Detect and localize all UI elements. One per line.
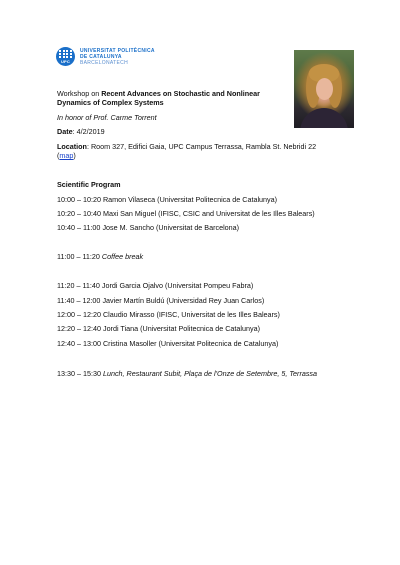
upc-logo xyxy=(56,47,155,66)
program-item-time: 12:00 – 12:20 xyxy=(57,310,101,319)
program-item-time: 13:30 – 15:30 xyxy=(57,369,101,378)
map-link[interactable]: map xyxy=(59,151,74,160)
program-item-time: 10:40 – 11:00 xyxy=(57,223,101,232)
program-item-text: Maxi San Miguel (IFISC, CSIC and Universitat de les Illes Balears) xyxy=(102,209,315,218)
location-label: Location xyxy=(57,142,87,151)
location-line xyxy=(57,142,316,151)
program-item-lunch xyxy=(57,369,317,378)
program-item xyxy=(57,310,280,319)
program-item-text: Lunch, Restaurant Subit, Plaça de l'Onze de Setembre, 5, Terrassa xyxy=(102,369,318,378)
program-item-text: Ramon Vilaseca (Universitat Politecnica de Catalunya) xyxy=(102,195,278,204)
program-item-time: 10:20 – 10:40 xyxy=(57,209,101,218)
program-item xyxy=(57,324,260,333)
date-line xyxy=(57,127,105,136)
program-heading-line xyxy=(57,180,121,189)
program-item xyxy=(57,339,278,348)
program-item-time: 11:40 – 12:00 xyxy=(57,296,101,305)
workshop-prefix: Workshop on xyxy=(57,89,102,98)
logo-line-2: DE CATALUNYA xyxy=(80,53,122,60)
program-item xyxy=(57,223,239,232)
logo-wordmark xyxy=(80,48,155,66)
program-item xyxy=(57,281,253,290)
workshop-title-part-2: Dynamics of Complex Systems xyxy=(57,98,164,107)
program-item-time: 12:40 – 13:00 xyxy=(57,339,101,348)
workshop-title-line-1 xyxy=(57,89,260,98)
portrait-photo xyxy=(294,50,354,128)
date-value: : 4/2/2019 xyxy=(72,127,105,136)
honor-text: In honor of Prof. Carme Torrent xyxy=(57,113,157,122)
program-item-time: 11:20 – 11:40 xyxy=(57,281,100,290)
location-map-line xyxy=(57,151,76,160)
program-item xyxy=(57,195,277,204)
date-label: Date xyxy=(57,127,73,136)
program-item-time: 10:00 – 10:20 xyxy=(57,195,101,204)
program-item-time: 11:00 – 11:20 xyxy=(57,252,100,261)
program-item-coffee xyxy=(57,252,143,261)
program-item-text: Javier Martín Buldú (Universidad Rey Juan Carlos) xyxy=(102,296,265,305)
logo-mark-text: UPC xyxy=(60,59,71,64)
program-item-text: Claudio Mirasso (IFISC, Universitat de les Illes Balears) xyxy=(102,310,280,319)
program-item xyxy=(57,209,315,218)
workshop-title-line-2 xyxy=(57,98,164,107)
program-item-text: Jose M. Sancho (Universitat de Barcelona) xyxy=(102,223,240,232)
honor-line xyxy=(57,113,157,122)
upc-logo-icon xyxy=(56,47,75,66)
map-open-paren: ( xyxy=(57,151,60,160)
program-item-text: Jordi Garcia Ojalvo (Universitat Pompeu Fabra) xyxy=(101,281,254,290)
logo-line-3: BARCELONATECH xyxy=(80,59,128,66)
workshop-title-part-1: Recent Advances on Stochastic and Nonlinear xyxy=(101,89,260,98)
map-close-paren: ) xyxy=(73,151,76,160)
program-item xyxy=(57,296,264,305)
logo-line-1: UNIVERSITAT POLITÈCNICA xyxy=(80,47,155,54)
program-item-text: Cristina Masoller (Universitat Politecnica de Catalunya) xyxy=(102,339,279,348)
program-item-text: Coffee break xyxy=(101,252,144,261)
program-heading: Scientific Program xyxy=(57,180,121,189)
location-value: : Room 327, Edifici Gaia, UPC Campus Terrassa, Rambla St. Nebridi 22 xyxy=(86,142,317,151)
program-item-text: Jordi Tiana (Universitat Politecnica de Catalunya) xyxy=(102,324,260,333)
program-item-time: 12:20 – 12:40 xyxy=(57,324,101,333)
